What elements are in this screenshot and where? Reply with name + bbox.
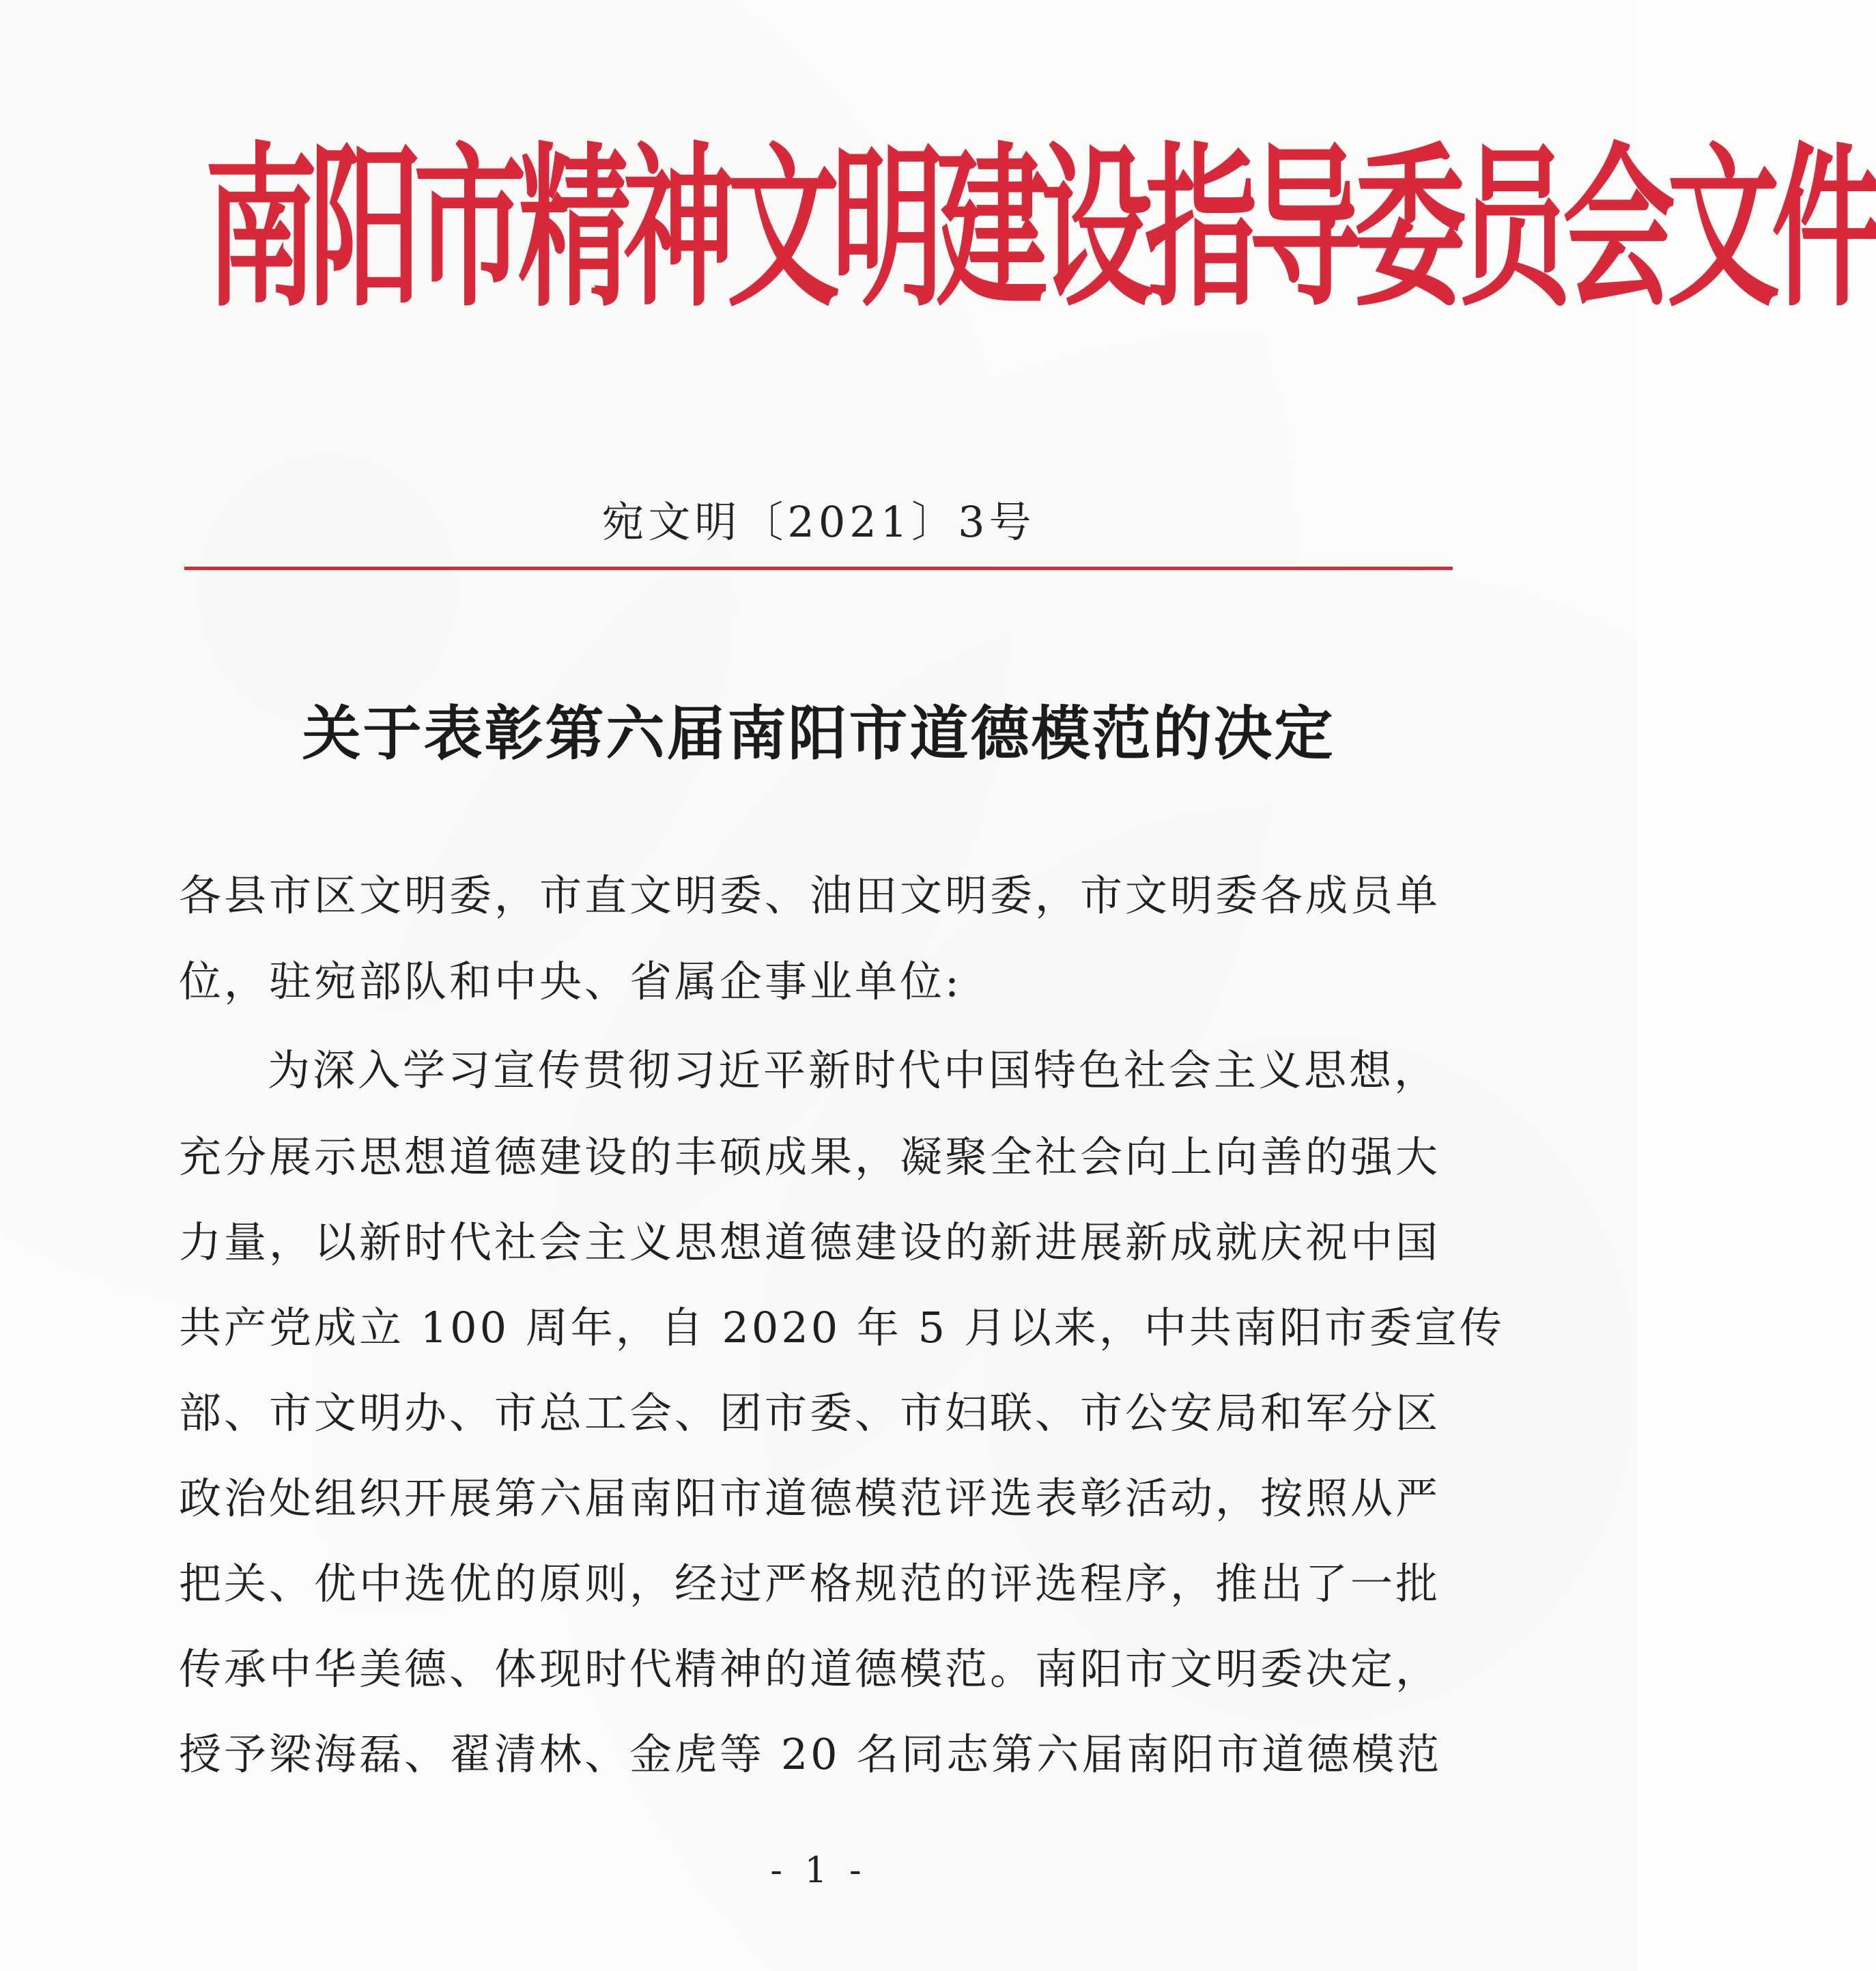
document-number: 宛文明〔2021〕3号: [601, 497, 1036, 547]
body-line: 授予梁海磊、翟清林、金虎等 20 名同志第六届南阳市道德模范: [179, 1729, 1442, 1779]
body-line: 传承中华美德、体现时代精神的道德模范。南阳市文明委决定，: [179, 1644, 1441, 1694]
body-line: 政治处组织开展第六届南阳市道德模范评选表彰活动，按照从严: [179, 1473, 1441, 1523]
issuer-title: 南阳市精神文明建设指导委员会文件: [205, 127, 1876, 330]
body-line: 充分展示思想道德建设的丰硕成果，凝聚全社会向上向善的强大: [179, 1132, 1441, 1182]
body-line: 各县市区文明委，市直文明委、油田文明委，市文明委各成员单: [179, 870, 1441, 920]
decision-title: 关于表彰第六届南阳市道德模范的决定: [302, 700, 1335, 768]
page-number: - 1 -: [770, 1850, 867, 1891]
body-line: 把关、优中选优的原则，经过严格规范的评选程序，推出了一批: [179, 1559, 1441, 1608]
body-line: 为深入学习宣传贯彻习近平新时代中国特色社会主义思想，: [268, 1045, 1440, 1095]
body-line: 力量，以新时代社会主义思想道德建设的新进展新成就庆祝中国: [179, 1217, 1441, 1267]
body-line: 共产党成立 100 周年，自 2020 年 5 月以来，中共南阳市委宣传: [179, 1303, 1505, 1352]
body-line: 部、市文明办、市总工会、团市委、市妇联、市公安局和军分区: [179, 1388, 1441, 1438]
red-separator-line: [184, 567, 1453, 570]
body-line: 位，驻宛部队和中央、省属企事业单位:: [179, 956, 962, 1006]
